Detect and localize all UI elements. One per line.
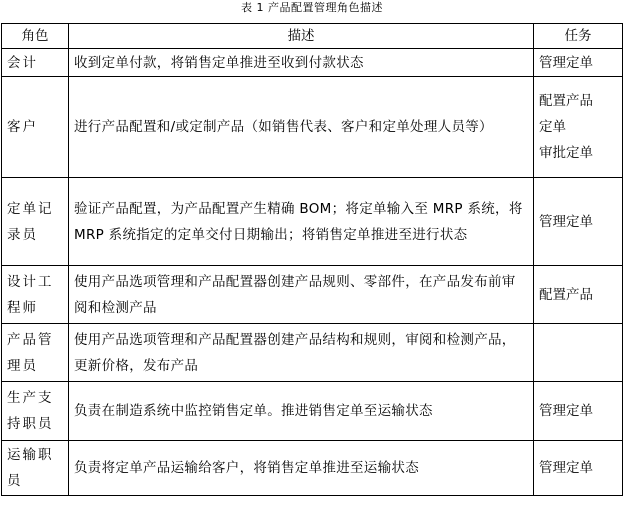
task-item: 配置产品 xyxy=(539,286,593,303)
header-description: 描述 xyxy=(69,24,534,49)
description-cell: 使用产品选项管理和产品配置器创建产品结构和规则，审阅和检测产品，更新价格，发布产品 xyxy=(69,324,534,382)
tasks-cell xyxy=(534,77,623,178)
table-row xyxy=(2,266,623,324)
role-cell: 生产支持职员 xyxy=(2,382,69,441)
description-cell: 收到定单付款，将销售定单推进至收到付款状态 xyxy=(69,49,534,77)
description-cell: 进行产品配置和/或定制产品（如销售代表、客户和定单处理人员等） xyxy=(69,77,534,178)
header-role: 角色 xyxy=(2,24,69,49)
roles-table xyxy=(1,23,623,496)
tasks-cell xyxy=(534,324,623,382)
task-item: 管理定单 xyxy=(539,460,593,476)
table-row xyxy=(2,178,623,266)
task-item: 定单 xyxy=(539,119,566,135)
role-cell: 客户 xyxy=(2,77,69,178)
task-item: 管理定单 xyxy=(539,213,593,230)
table-header-row xyxy=(2,24,623,49)
task-item: 管理定单 xyxy=(539,54,593,71)
role-cell: 运输职员 xyxy=(2,441,69,496)
table-caption: 表 1 产品配置管理角色描述 xyxy=(241,1,383,14)
table-row xyxy=(2,49,623,77)
tasks-cell xyxy=(534,178,623,266)
role-cell: 会计 xyxy=(2,49,69,77)
table-row xyxy=(2,441,623,496)
table-row xyxy=(2,77,623,178)
task-item: 审批定单 xyxy=(539,145,593,161)
role-cell: 产品管理员 xyxy=(2,324,69,382)
task-item: 管理定单 xyxy=(539,403,593,419)
tasks-cell xyxy=(534,441,623,496)
description-cell: 验证产品配置，为产品配置产生精确 BOM；将定单输入至 MRP 系统，将 MRP 系统指定的定单交付日期输出；将销售定单推进至进行状态 xyxy=(69,178,534,266)
table-row xyxy=(2,382,623,441)
tasks-cell xyxy=(534,266,623,324)
table-row xyxy=(2,324,623,382)
tasks-cell xyxy=(534,382,623,441)
description-cell: 负责在制造系统中监控销售定单。推进销售定单至运输状态 xyxy=(69,382,534,441)
description-cell: 负责将定单产品运输给客户，将销售定单推进至运输状态 xyxy=(69,441,534,496)
header-tasks: 任务 xyxy=(534,24,623,49)
description-cell: 使用产品选项管理和产品配置器创建产品规则、零部件，在产品发布前审阅和检测产品 xyxy=(69,266,534,324)
tasks-cell xyxy=(534,49,623,77)
role-cell: 定单记录员 xyxy=(2,178,69,266)
role-cell: 设计工程师 xyxy=(2,266,69,324)
task-item: 配置产品 xyxy=(539,93,593,109)
